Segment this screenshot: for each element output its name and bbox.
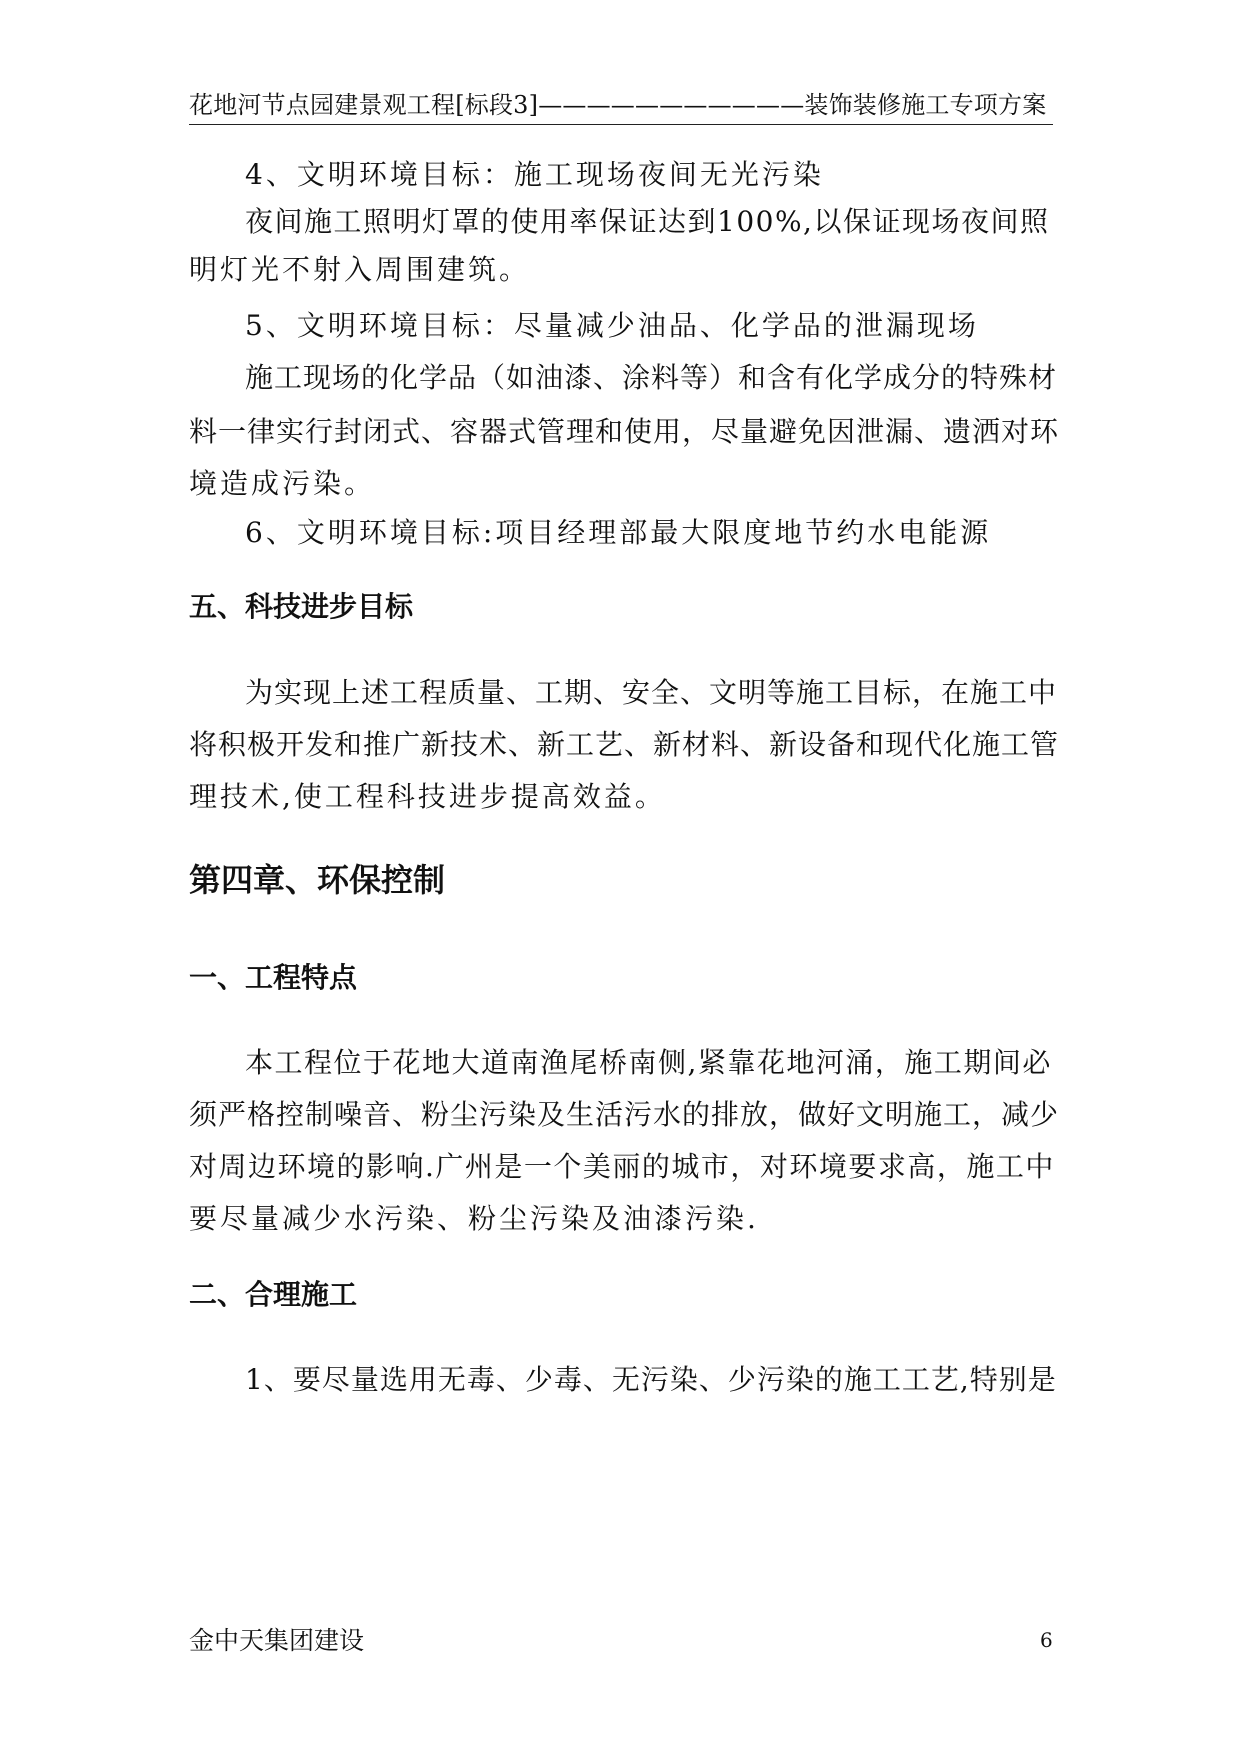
paragraph-tech-line-3: 理技术,使工程科技进步提高效益。 <box>189 780 666 813</box>
paragraph-chemicals-line-1: 施工现场的化学品（如油漆、涂料等）和含有化学成分的特殊材 <box>245 361 1058 394</box>
paragraph-civilized-goal-4: 4、文明环境目标：施工现场夜间无光污染 <box>245 158 824 191</box>
section-heading-reasonable-construction: 二、合理施工 <box>189 1278 358 1311</box>
page-number: 6 <box>1040 1628 1053 1652</box>
paragraph-chemicals-line-2: 料一律实行封闭式、容器式管理和使用，尽量避免因泄漏、遗洒对环 <box>189 415 1060 448</box>
paragraph-features-line-4: 要尽量减少水污染、粉尘污染及油漆污染. <box>189 1202 759 1235</box>
section-heading-project-features: 一、工程特点 <box>189 961 358 994</box>
paragraph-features-line-1: 本工程位于花地大道南渔尾桥南侧,紧靠花地河涌，施工期间必 <box>245 1046 1052 1079</box>
paragraph-chemicals-line-3: 境造成污染。 <box>189 467 376 500</box>
page-header: 花地河节点园建景观工程[标段3]———————————装饰装修施工专项方案 <box>189 86 1053 125</box>
paragraph-night-lighting-line-2: 明灯光不射入周围建筑。 <box>189 253 531 286</box>
paragraph-tech-line-1: 为实现上述工程质量、工期、安全、文明等施工目标，在施工中 <box>245 676 1058 709</box>
footer-company: 金中天集团建设 <box>189 1626 365 1655</box>
chapter-heading: 第四章、环保控制 <box>189 861 446 899</box>
paragraph-civilized-goal-6: 6、文明环境目标:项目经理部最大限度地节约水电能源 <box>245 516 992 549</box>
paragraph-features-line-3: 对周边环境的影响.广州是一个美丽的城市，对环境要求高，施工中 <box>189 1150 1055 1183</box>
paragraph-tech-line-2: 将积极开发和推广新技术、新工艺、新材料、新设备和现代化施工管 <box>189 728 1060 761</box>
section-heading-tech-progress: 五、科技进步目标 <box>189 590 414 623</box>
paragraph-night-lighting-line-1: 夜间施工照明灯罩的使用率保证达到100%,以保证现场夜间照 <box>245 205 1050 238</box>
paragraph-features-line-2: 须严格控制噪音、粉尘污染及生活污水的排放，做好文明施工，减少 <box>189 1098 1060 1131</box>
paragraph-construction-line-1: 1、要尽量选用无毒、少毒、无污染、少污染的施工工艺,特别是 <box>245 1363 1057 1396</box>
paragraph-civilized-goal-5: 5、文明环境目标：尽量减少油品、化学品的泄漏现场 <box>245 309 979 342</box>
